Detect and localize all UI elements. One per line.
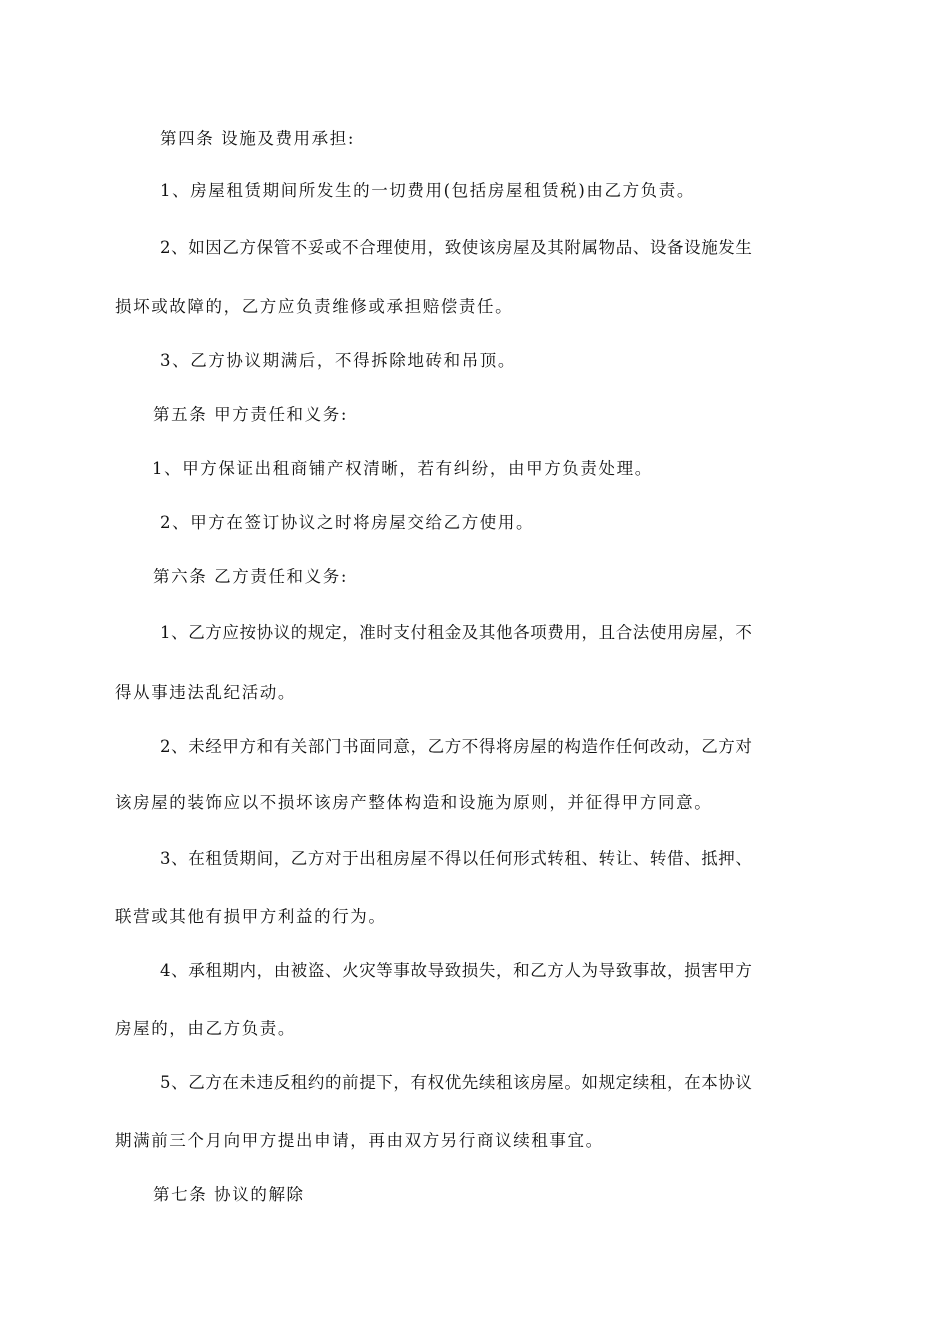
article-6-clause-5: 5、乙方在未违反租约的前提下，有权优先续租该房屋。如规定续租，在本协议 — [160, 1073, 753, 1092]
article-7-heading: 第七条 协议的解除 — [153, 1185, 305, 1204]
article-6-clause-3-cont: 联营或其他有损甲方利益的行为。 — [115, 907, 387, 926]
article-6-clause-1-cont: 得从事违法乱纪活动。 — [115, 683, 296, 702]
article-5-clause-1: 1、甲方保证出租商铺产权清晰，若有纠纷，由甲方负责处理。 — [152, 459, 653, 478]
article-4-clause-3: 3、乙方协议期满后，不得拆除地砖和吊顶。 — [160, 351, 516, 370]
article-6-clause-5-cont: 期满前三个月向甲方提出申请，再由双方另行商议续租事宜。 — [115, 1131, 604, 1150]
article-6-clause-2-cont: 该房屋的装饰应以不损坏该房产整体构造和设施为原则，并征得甲方同意。 — [115, 793, 713, 812]
article-6-clause-2: 2、未经甲方和有关部门书面同意，乙方不得将房屋的构造作任何改动，乙方对 — [160, 737, 753, 756]
article-4-clause-2: 2、如因乙方保管不妥或不合理使用，致使该房屋及其附属物品、设备设施发生 — [160, 238, 753, 257]
article-6-heading: 第六条 乙方责任和义务: — [153, 567, 349, 586]
article-5-heading: 第五条 甲方责任和义务: — [153, 405, 349, 424]
article-6-clause-3: 3、在租赁期间，乙方对于出租房屋不得以任何形式转租、转让、转借、抵押、 — [160, 849, 753, 868]
article-4-clause-2-cont: 损坏或故障的，乙方应负责维修或承担赔偿责任。 — [115, 297, 514, 316]
article-5-clause-2: 2、甲方在签订协议之时将房屋交给乙方使用。 — [160, 513, 535, 532]
article-6-clause-4-cont: 房屋的，由乙方负责。 — [115, 1019, 296, 1038]
article-6-clause-1: 1、乙方应按协议的规定，准时支付租金及其他各项费用，且合法使用房屋，不 — [160, 623, 753, 642]
article-6-clause-4: 4、承租期内，由被盗、火灾等事故导致损失，和乙方人为导致事故，损害甲方 — [160, 961, 753, 980]
article-4-heading: 第四条 设施及费用承担: — [160, 129, 356, 148]
article-4-clause-1: 1、房屋租赁期间所发生的一切费用(包括房屋租赁税)由乙方负责。 — [160, 181, 695, 200]
